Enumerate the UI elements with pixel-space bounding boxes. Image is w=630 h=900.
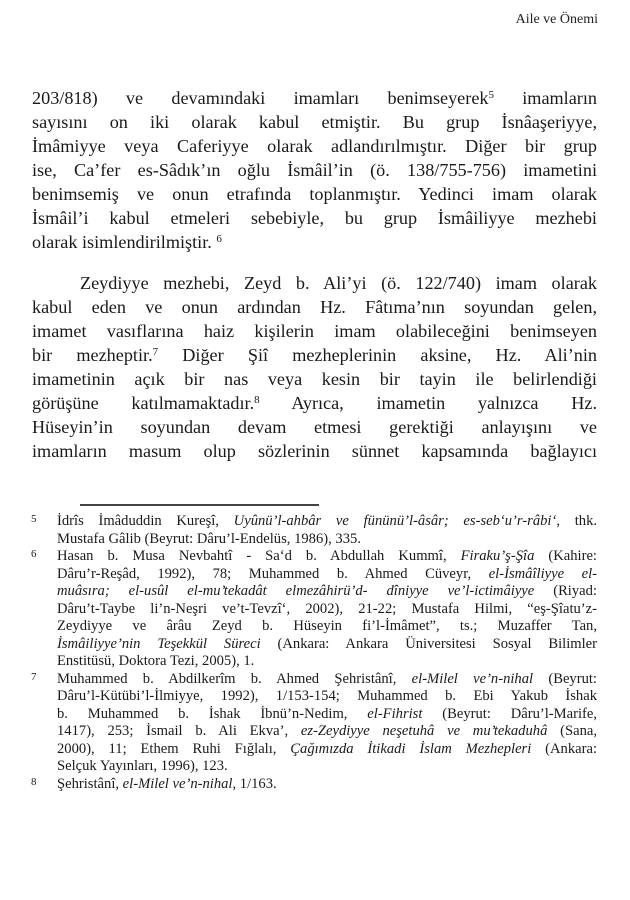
footnote-line <box>57 758 597 776</box>
paragraph2-line <box>32 439 597 463</box>
footnote-line <box>57 636 597 654</box>
paragraph1-line <box>32 206 597 230</box>
text-run: (Beyrut: Dâru’l-Marife, <box>422 705 598 722</box>
footnote-ref: 8 <box>254 394 260 406</box>
text-run: bir mezheptir. <box>32 345 153 365</box>
text-run: Diğer Şiî mezheplerinin aksine, Hz. Ali’nin <box>158 345 597 365</box>
text-run: Zeydiyye mezhebi, Zeyd b. Ali’yi (ö. 122/740) imam olarak <box>80 273 597 293</box>
text-run: Dâru’l-Kütübi’l-İlmiyye, 1992), 1/153-154; Muhammed b. Ebi Yakub İshak <box>57 688 597 704</box>
text-run: 203/818) ve devamındaki imamları benimseyerek <box>32 88 489 108</box>
italic-title: İsmâiliyye’nin Teşekkül Süreci <box>57 635 261 652</box>
italic-title: muâsıra; el-usûl el-mu’tekadât elmezâhirü’d- dîniyye ve’l-ictimâiyye <box>57 583 535 599</box>
paragraph1-line <box>32 182 597 206</box>
paragraph2-line <box>32 295 597 319</box>
text-run: 1417), 253; İsmail b. Ali Ekva’, <box>57 723 301 739</box>
text-run: , 1/163. <box>232 775 277 792</box>
footnote-ref: 5 <box>488 89 494 101</box>
text-run: İsmâil’i kabul etmeleri sebebiyle, bu grup İsmâiliyye mezhebi <box>32 208 597 228</box>
paragraph1-line <box>32 134 597 158</box>
text-run: İmâmiyye veya Caferiyye olarak adlandırılmıştır. Diğer bir grup <box>32 136 597 156</box>
footnote-line <box>57 776 597 794</box>
text-run: (Kahire: <box>534 548 597 564</box>
italic-title: Çağımızda İtikadi İslam Mezhepleri <box>290 740 532 757</box>
footnote-ref: 6 <box>216 233 222 245</box>
italic-title: el-Milel ve’n-nihal <box>411 670 534 687</box>
text-run: (Riyad: <box>534 583 597 599</box>
paragraph2-line <box>32 319 597 343</box>
footnote-line <box>57 601 597 619</box>
text-run: imamların masum olup sözlerinin sünnet kapsamında bağlayıcı <box>32 441 597 461</box>
footnote-line <box>57 583 597 601</box>
text-run: kabul eden ve onun ardından Hz. Fâtıma’nın soyundan gelen, <box>32 297 597 317</box>
footnote-number: 6 <box>31 548 37 560</box>
text-run: b. Muhammed b. İshak İbnü’n-Nedim, <box>57 705 368 722</box>
footnote-line <box>57 566 597 584</box>
text-run: Şehristânî, <box>57 775 123 792</box>
text-run: (Ankara: <box>531 740 597 757</box>
text-run: imamların <box>493 88 597 108</box>
paragraph2-line <box>32 415 597 439</box>
footnote-line <box>57 706 597 724</box>
running-header: Aile ve Önemi <box>515 12 598 27</box>
italic-title: Firaku’ş-Şîa <box>460 548 535 564</box>
italic-title: Uyûnü’l-ahbâr ve fününü’l-âsâr; es-seb‘u’r-râbi‘ <box>233 513 557 529</box>
text-run: Mustafa Gâlib (Beyrut: Dâru’l-Endelüs, 1986), 335. <box>57 530 361 547</box>
footnote-line <box>57 723 597 741</box>
paragraph1-line <box>32 86 597 110</box>
italic-title: el-Fihrist <box>367 705 423 722</box>
text-run: 2000), 11; Ethem Ruhi Fığlalı, <box>57 740 291 757</box>
paragraph2-line <box>32 343 597 367</box>
paragraph1-line <box>32 158 597 182</box>
text-run: (Ankara: Ankara Üniversitesi Sosyal Bilimler <box>260 635 597 652</box>
paragraph1-line <box>32 230 597 254</box>
footnote-ref: 7 <box>152 346 159 358</box>
text-run: imamet vasıflarına haiz kişilerin imam olabileceğini benimseyen <box>32 321 597 341</box>
text-run: Selçuk Yayınları, 1996), 123. <box>57 758 228 774</box>
text-run: , thk. <box>556 513 598 529</box>
paragraph2-line <box>32 391 597 415</box>
text-run: Muhammed b. Abdilkerîm b. Ahmed Şehristânî, <box>57 670 412 687</box>
text-run: Hasan b. Musa Nevbahtî - Sa‘d b. Abdullah Kummî, <box>57 548 461 564</box>
footnote-line <box>57 548 597 566</box>
paragraph1-line <box>32 110 597 134</box>
text-run: Enstitüsü, Doktora Tezi, 2005), 1. <box>57 653 255 669</box>
italic-title: ez-Zeydiyye neşetuhâ ve mu’tekaduhâ <box>300 723 548 739</box>
footnote-separator <box>80 504 319 506</box>
footnote-number: 7 <box>31 670 37 683</box>
text-run: sayısını on iki olarak kabul etmiştir. Bu grup İsnâaşeriyye, <box>32 112 597 132</box>
footnote-line <box>57 741 597 759</box>
text-run: olarak isimlendirilmiştir. <box>32 232 217 252</box>
text-run: ise, Ca’fer es-Sâdık’ın oğlu İsmâil’in (ö. 138/755-756) imametini <box>32 160 597 180</box>
text-run: Hüseyin’in soyundan devam etmesi gerektiği anlayışını ve <box>32 417 597 437</box>
footnote-line <box>57 531 597 549</box>
text-run: Dâru’t-Taybe li’n-Neşri ve’t-Tevzî‘, 2002), 21-22; Mustafa Hilmi, “eş-Şîatu’z- <box>57 600 597 617</box>
text-run: imametinin açık bir nas veya kesin bir tayin ile belirlendiği <box>32 369 597 389</box>
text-run: İdrîs İmâduddin Kureşî, <box>57 513 234 529</box>
text-run: görüşüne katılmamaktadır. <box>32 393 255 413</box>
text-run: Dâru’r-Reşâd, 1992), 78; Muhammed b. Ahmed Cüveyr, <box>57 565 489 582</box>
footnote-line <box>57 653 597 671</box>
text-run: Zeydiyye ve ârâu Zeyd b. Hüseyin fi’l-İmâmet”, ts.; Muzaffer Tan, <box>57 618 597 634</box>
footnote-line <box>57 513 597 531</box>
footnote-number: 5 <box>31 513 37 525</box>
paragraph2-line <box>80 271 597 295</box>
footnote-line <box>57 618 597 636</box>
footnote-line <box>57 671 597 689</box>
text-run: benimsemiş ve onun etrafında toplanmıştır. Yedinci imam olarak <box>32 184 597 204</box>
footnote-number: 8 <box>31 775 37 788</box>
footnote-line <box>57 688 597 706</box>
text-run: (Sana, <box>547 723 597 739</box>
italic-title: el-Milel ve’n-nihal <box>122 775 233 792</box>
italic-title: el-İsmâîliyye el- <box>488 565 598 582</box>
text-run: Ayrıca, imametin yalnızca Hz. <box>259 393 598 413</box>
text-run: (Beyrut: <box>533 670 597 687</box>
paragraph2-line <box>32 367 597 391</box>
